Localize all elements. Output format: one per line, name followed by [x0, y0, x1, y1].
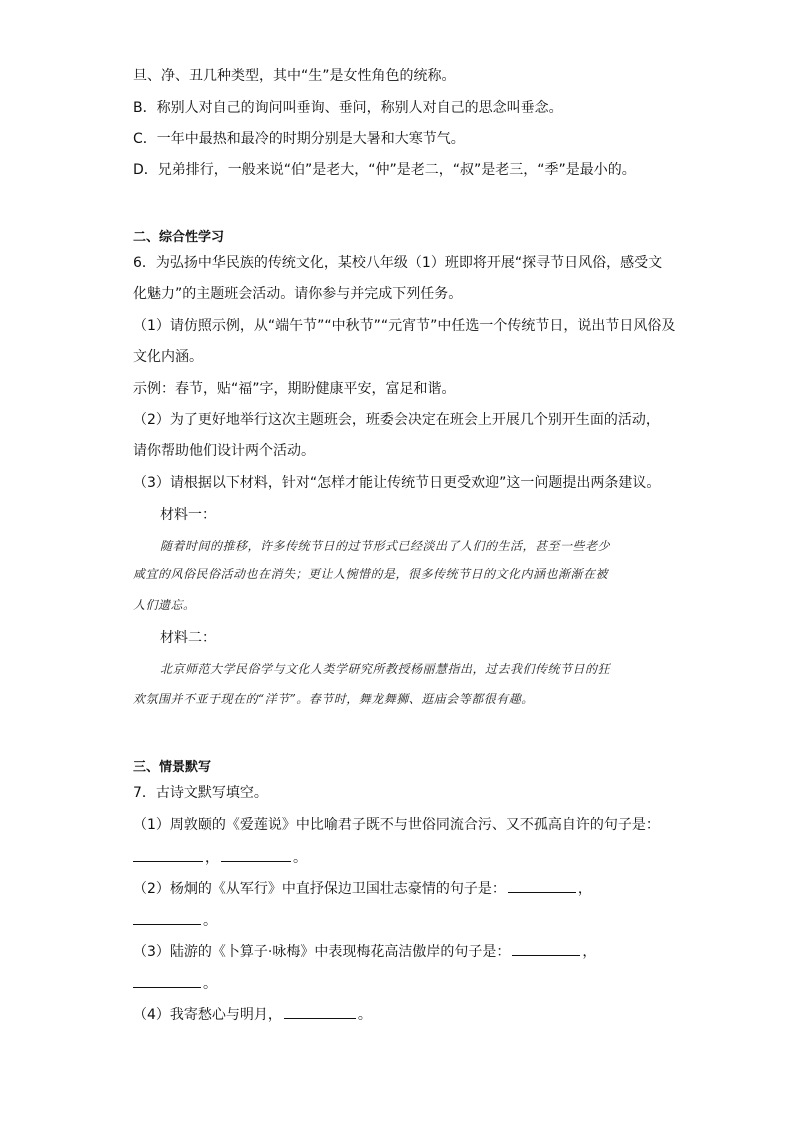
option-a-continuation: 旦、净、丑几种类型，其中“生”是女性角色的统称。 [133, 68, 456, 84]
material-1-line-3: 人们遗忘。 [133, 598, 196, 612]
material-2-line-2: 欢氛围并不亚于现在的“洋节”。春节时，舞龙舞狮、逛庙会等都很有趣。 [133, 692, 534, 706]
task-1-line-1: （1）请仿照示例，从“端午节”“中秋节”“元宵节”中任选一个传统节日，说出节日风俗及 [133, 318, 676, 334]
answer-blank[interactable] [133, 973, 201, 988]
item-2-continuation: 。 [133, 910, 217, 931]
task-1-example: 示例：春节，贴“福”字，期盼健康平安，富足和谐。 [133, 381, 456, 397]
item-1-text: （1）周敦颐的《爱莲说》中比喻君子既不与世俗同流合污、又不孤高自许的句子是： [133, 817, 660, 833]
task-2-line-1: （2）为了更好地举行这次主题班会，班委会决定在班会上开展几个别开生面的活动， [133, 412, 660, 428]
item-2-text: （2）杨炯的《从军行》中直抒保边卫国壮志豪情的句子是： ， [133, 878, 592, 899]
option-d: D．兄弟排行，一般来说“伯”是老大，“仲”是老二，“叔”是老三，“季”是最小的。 [133, 162, 636, 178]
item-3-continuation: 。 [133, 973, 217, 994]
material-1-line-1: 随着时间的推移，许多传统节日的过节形式已经淡出了人们的生活，甚至一些老少 [160, 539, 611, 553]
material-2-title: 材料二： [160, 630, 216, 646]
section-heading-poetry-recitation: 三、情景默写 [133, 760, 212, 775]
question-6-line-2: 化魅力”的主题班会活动。请你参与并完成下列任务。 [133, 286, 463, 302]
option-c: C．一年中最热和最冷的时期分别是大暑和大寒节气。 [133, 131, 465, 147]
question-6-line-1: 6．为弘扬中华民族的传统文化，某校八年级（1）班即将开展“探寻节日风俗，感受文 [133, 255, 663, 271]
item-3-text: （3）陆游的《卜算子·咏梅》中表现梅花高洁傲岸的句子是： ， [133, 941, 596, 962]
option-b: B．称别人对自己的询问叫垂询、垂问，称别人对自己的思念叫垂念。 [133, 100, 563, 116]
item-1-answers: ， 。 [133, 847, 307, 868]
answer-blank[interactable] [221, 847, 291, 862]
answer-blank[interactable] [133, 847, 203, 862]
material-1-title: 材料一： [160, 507, 216, 523]
answer-blank[interactable] [284, 1004, 356, 1019]
task-3: （3）请根据以下材料，针对“怎样才能让传统节日更受欢迎”这一问题提出两条建议。 [133, 475, 661, 491]
answer-blank[interactable] [512, 941, 580, 956]
question-7: 7．古诗文默写填空。 [133, 785, 268, 801]
material-2-line-1: 北京师范大学民俗学与文化人类学研究所教授杨丽慧指出，过去我们传统节日的狂 [160, 662, 611, 676]
material-1-line-2: 咸宜的风俗民俗活动也在消失；更让人惋惜的是，很多传统节日的文化内涵也渐渐在被 [133, 567, 609, 581]
section-heading-comprehensive-learning: 二、综合性学习 [133, 230, 225, 245]
task-2-line-2: 请你帮助他们设计两个活动。 [133, 443, 315, 459]
answer-blank[interactable] [133, 910, 201, 925]
answer-blank[interactable] [508, 878, 576, 893]
item-4-text: （4）我寄愁心与明月， 。 [133, 1004, 372, 1025]
task-1-line-2: 文化内涵。 [133, 349, 203, 365]
